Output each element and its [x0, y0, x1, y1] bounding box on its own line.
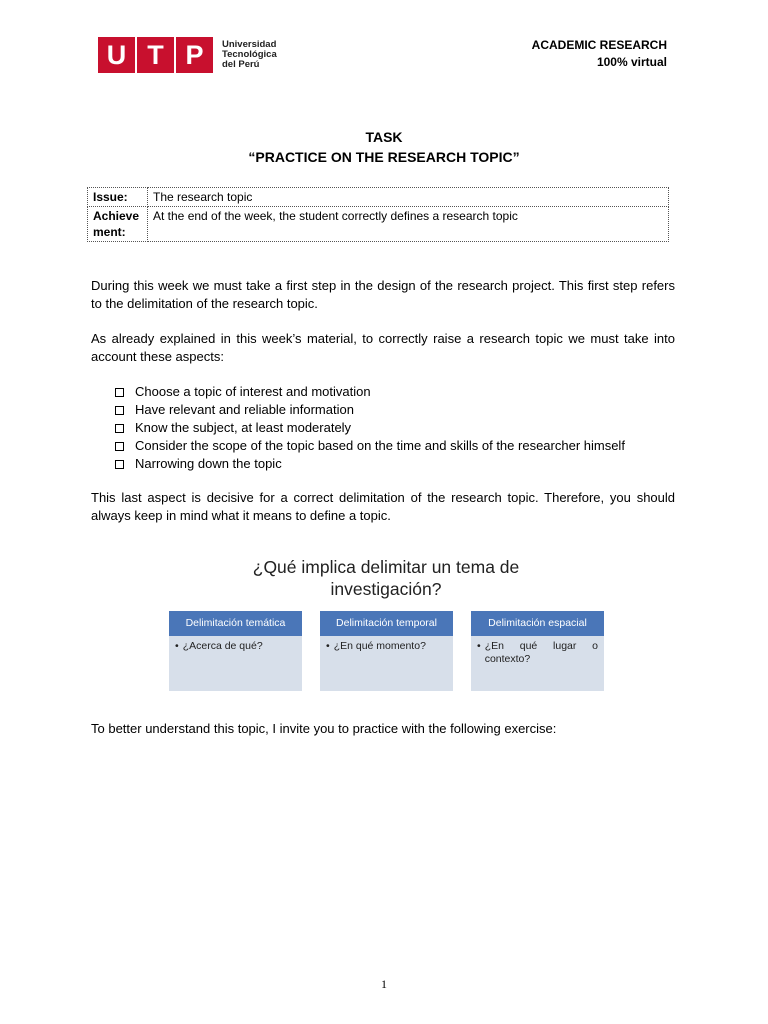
bullet-icon: •: [477, 640, 481, 652]
achievement-value: At the end of the week, the student correctly defines a research topic: [148, 207, 669, 242]
page-number: 1: [381, 977, 387, 991]
list-item: Know the subject, at least moderately: [115, 419, 625, 437]
task-info-table: [87, 187, 669, 242]
title-line-2: “PRACTICE ON THE RESEARCH TOPIC”: [248, 149, 520, 165]
delimitation-box-thematic: [169, 611, 302, 691]
checkbox-icon: [115, 424, 124, 433]
box-heading: Delimitación espacial: [471, 611, 604, 636]
list-item: Narrowing down the topic: [115, 455, 625, 473]
title-line-1: TASK: [365, 129, 403, 145]
logo-university-name: Universidad Tecnológica del Perú: [222, 39, 277, 70]
box-item: ¿Acerca de qué?: [182, 640, 263, 652]
course-modality: 100% virtual: [596, 55, 667, 69]
page-title: [0, 127, 768, 167]
issue-value: The research topic: [148, 188, 669, 207]
logo-letters: [98, 37, 215, 73]
checkbox-icon: [115, 442, 124, 451]
course-name: ACADEMIC RESEARCH: [531, 38, 667, 52]
list-item: Consider the scope of the topic based on the time and skills of the researcher himself: [115, 437, 625, 455]
issue-label: Issue:: [88, 188, 148, 207]
course-header: [532, 37, 667, 71]
list-item: Choose a topic of interest and motivation: [115, 383, 625, 401]
achievement-label: Achieve ment:: [88, 207, 148, 242]
paragraph-2: As already explained in this week’s material, to correctly raise a research topic we must take into account these aspects:: [91, 331, 675, 364]
table-row: [88, 207, 669, 242]
logo-letter-u: U: [98, 37, 135, 73]
bullet-icon: •: [326, 640, 330, 652]
checkbox-icon: [115, 460, 124, 469]
box-heading: Delimitación temática: [169, 611, 302, 636]
paragraph-4: To better understand this topic, I invite you to practice with the following exercise:: [91, 721, 557, 736]
logo-letter-t: T: [137, 37, 174, 73]
paragraph-3: This last aspect is decisive for a correct delimitation of the research topic. Therefore, you should always keep in mind what it means to define a topic.: [91, 490, 675, 523]
paragraph-1: During this week we must take a first step in the design of the research project. This first step refers to the delimitation of the research topic.: [91, 278, 675, 311]
aspects-list: [115, 383, 625, 473]
diagram-title: ¿Qué implica delimitar un tema de investigación?: [252, 557, 520, 599]
delimitation-diagram: [169, 611, 604, 691]
checkbox-icon: [115, 388, 124, 397]
box-heading: Delimitación temporal: [320, 611, 453, 636]
delimitation-box-spatial: [471, 611, 604, 691]
checkbox-icon: [115, 406, 124, 415]
box-item: ¿En qué momento?: [333, 640, 426, 652]
bullet-icon: •: [175, 640, 179, 652]
logo-letter-p: P: [176, 37, 213, 73]
table-row: [88, 188, 669, 207]
delimitation-box-temporal: [320, 611, 453, 691]
box-item: ¿En qué lugar o contexto?: [484, 640, 598, 665]
utp-logo: [98, 37, 277, 73]
list-item: Have relevant and reliable information: [115, 401, 625, 419]
